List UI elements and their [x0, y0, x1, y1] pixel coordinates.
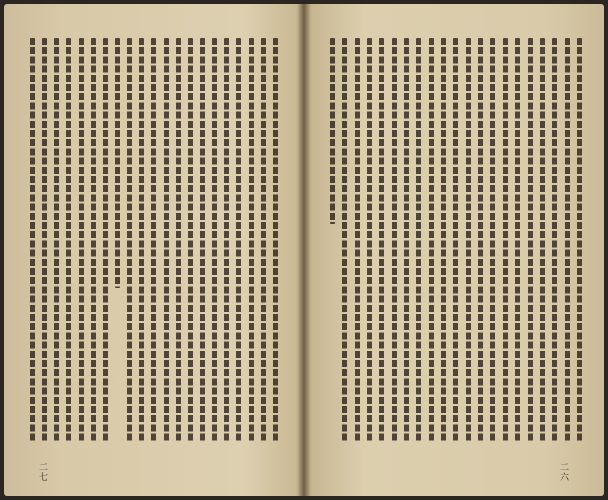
text-line — [328, 38, 337, 442]
text-line — [451, 38, 460, 442]
text-line — [113, 38, 122, 442]
text-line — [365, 38, 374, 442]
text-line — [526, 38, 535, 442]
text-line — [198, 38, 207, 442]
text-line — [64, 38, 73, 442]
text-line — [210, 38, 219, 442]
text-line — [259, 38, 268, 442]
left-page-number: 二七 — [37, 462, 47, 482]
text-line — [488, 38, 497, 442]
text-line — [174, 38, 183, 442]
text-line — [575, 38, 584, 442]
book-spread — [4, 4, 604, 496]
text-line — [40, 38, 49, 442]
text-line — [464, 38, 473, 442]
right-page — [304, 4, 604, 496]
text-line — [513, 38, 522, 442]
text-line — [501, 38, 510, 442]
right-page-text-block — [328, 38, 584, 442]
text-line — [125, 38, 134, 442]
text-line — [89, 38, 98, 442]
text-line — [377, 38, 386, 442]
text-line — [340, 38, 349, 442]
text-line — [402, 38, 411, 442]
text-line — [234, 38, 243, 442]
text-line — [149, 38, 158, 442]
text-line — [476, 38, 485, 442]
text-line — [28, 38, 37, 442]
text-line — [137, 38, 146, 442]
text-line — [353, 38, 362, 442]
text-line — [550, 38, 559, 442]
text-line — [427, 38, 436, 442]
text-line — [247, 38, 256, 442]
text-line — [563, 38, 572, 442]
text-line — [414, 38, 423, 442]
right-page-number: 二六 — [558, 462, 568, 482]
text-line — [162, 38, 171, 442]
text-line — [77, 38, 86, 442]
text-line — [222, 38, 231, 442]
text-line — [101, 38, 110, 442]
text-line — [186, 38, 195, 442]
text-line — [271, 38, 280, 442]
text-line — [439, 38, 448, 442]
text-line — [538, 38, 547, 442]
left-page-text-block — [28, 38, 280, 442]
text-line — [52, 38, 61, 442]
gutter-shadow — [296, 4, 312, 496]
left-page — [4, 4, 304, 496]
text-line — [390, 38, 399, 442]
